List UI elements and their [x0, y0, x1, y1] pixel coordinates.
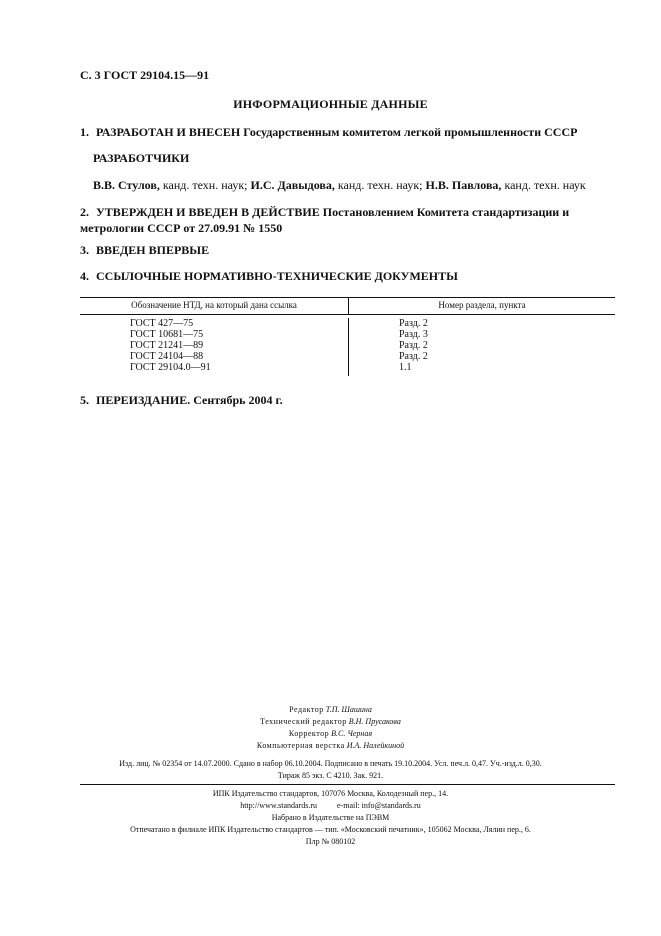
section-1-heading: РАЗРАБОТАН И ВНЕСЕН: [96, 125, 241, 139]
developer-name: В.В. Стулов,: [93, 178, 160, 192]
license-number: Плр № 080102: [305, 837, 356, 846]
section-3: [80, 242, 620, 258]
table-row: [80, 351, 615, 362]
developer-name: Н.В. Павлова,: [425, 178, 502, 192]
table-header-row: [80, 298, 615, 315]
section-4-heading: ССЫЛОЧНЫЕ НОРМАТИВНО-ТЕХНИЧЕСКИЕ ДОКУМЕНТЫ: [96, 269, 458, 283]
table-cell-document: ГОСТ 427—75: [80, 318, 349, 329]
credit-line: [0, 704, 661, 716]
reference-table: [80, 297, 615, 376]
publisher-url: http://www.standards.ru: [240, 801, 317, 810]
developer-title: канд. техн. наук;: [337, 178, 423, 192]
developers-line: [93, 177, 633, 193]
column-header-section: Номер раздела, пункта: [349, 298, 616, 315]
publisher-block: [0, 788, 661, 848]
section-1: [80, 124, 620, 140]
section-4: [80, 268, 620, 284]
credit-line: [0, 728, 661, 740]
table-cell-section: Разд. 2: [399, 340, 428, 351]
typeset-note: Набрано в Издательстве на ПЭВМ: [271, 813, 390, 822]
divider: [80, 784, 615, 785]
section-5-number: 5.: [80, 393, 89, 407]
section-2: [80, 204, 620, 236]
table-row: [80, 318, 615, 329]
credit-role: Компьютерная верстка: [256, 741, 345, 750]
table-row: [80, 362, 615, 376]
credit-role: Редактор: [289, 705, 324, 714]
section-2-number: 2.: [80, 205, 89, 219]
section-3-heading: ВВЕДЕН ВПЕРВЫЕ: [96, 243, 210, 257]
section-2-heading: УТВЕРЖДЕН И ВВЕДЕН В ДЕЙСТВИЕ: [96, 205, 320, 219]
table-cell-document: ГОСТ 29104.0—91: [80, 362, 349, 376]
publisher-email: e-mail: info@standards.ru: [337, 801, 421, 810]
table-row: [80, 329, 615, 340]
printed-note: Отпечатано в филиале ИПК Издательство стандартов — тип. «Московский печатник», 105062 Москва, Лялин пер., 6.: [130, 825, 531, 834]
credits-block: [0, 704, 661, 752]
credit-name: И.А. Налейкиной: [346, 741, 405, 750]
page-header: С. 3 ГОСТ 29104.15—91: [80, 68, 210, 82]
table-cell-section: 1.1: [399, 362, 412, 373]
publisher-contacts: [0, 800, 661, 812]
column-header-document: Обозначение НТД, на который дана ссылка: [80, 298, 349, 315]
credit-role: Технический редактор: [260, 717, 347, 726]
credit-line: [0, 740, 661, 752]
section-3-number: 3.: [80, 243, 89, 257]
publisher-address: ИПК Издательство стандартов, 107076 Москва, Колодезный пер., 14.: [212, 789, 449, 798]
section-1-number: 1.: [80, 125, 89, 139]
developer-title: канд. техн. наук;: [162, 178, 248, 192]
credit-name: В.С. Черная: [331, 729, 373, 738]
developer-name: И.С. Давыдова,: [250, 178, 335, 192]
table-cell-section: Разд. 3: [399, 329, 428, 340]
credit-role: Корректор: [288, 729, 330, 738]
table-cell-document: ГОСТ 10681—75: [80, 329, 349, 340]
print-info-line: Тираж 85 экз. С 4210. Зак. 921.: [277, 771, 384, 780]
section-4-number: 4.: [80, 269, 89, 283]
section-1-text: Государственным комитетом легкой промышленности СССР: [243, 125, 578, 139]
section-5: [80, 392, 620, 408]
document-title: ИНФОРМАЦИОННЫЕ ДАННЫЕ: [233, 97, 428, 111]
credit-line: [0, 716, 661, 728]
credit-name: Т.П. Шашина: [325, 705, 372, 714]
table-cell-document: ГОСТ 21241—89: [80, 340, 349, 351]
table-cell-section: Разд. 2: [399, 351, 428, 362]
table-row: [80, 340, 615, 351]
credit-name: В.Н. Прусакова: [348, 717, 401, 726]
section-2-text: Постановлением Комитета стандартизации и метрологии СССР от 27.09.91 № 1550: [80, 205, 570, 235]
section-5-heading: ПЕРЕИЗДАНИЕ. Сентябрь 2004 г.: [96, 393, 283, 407]
print-info-line: Изд. лиц. № 02354 от 14.07.2000. Сдано в набор 06.10.2004. Подписано в печать 19.10.2004. Усл. печ.л. 0,47. Уч.-изд.л. 0,30.: [119, 759, 542, 768]
developers-label: РАЗРАБОТЧИКИ: [93, 151, 190, 165]
table-cell-document: ГОСТ 24104—88: [80, 351, 349, 362]
print-info: [0, 758, 661, 782]
table-cell-section: Разд. 2: [399, 318, 428, 329]
developer-title: канд. техн. наук: [504, 178, 586, 192]
